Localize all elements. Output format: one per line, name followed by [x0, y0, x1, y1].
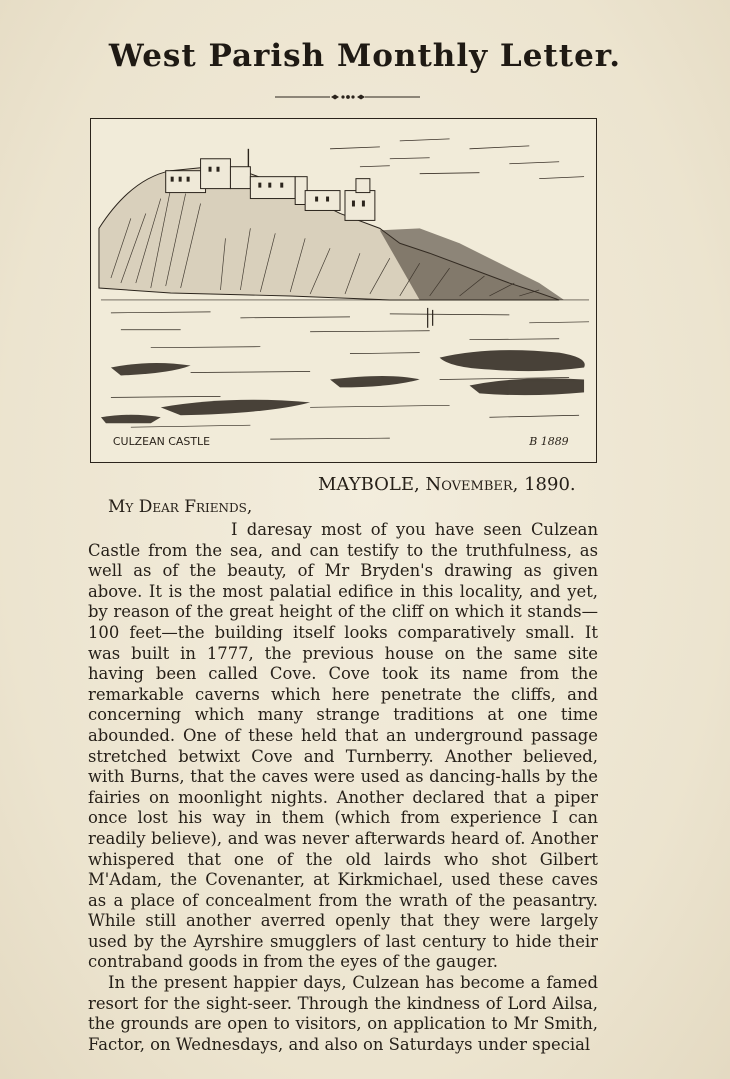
artist-signature: B 1889 — [529, 435, 569, 449]
dateline-year: 1890. — [524, 474, 576, 495]
ornamental-rule — [275, 94, 420, 100]
page-title: West Parish Monthly Letter. — [108, 38, 622, 74]
dateline-month: November, — [425, 474, 519, 495]
paragraph-1: I daresay most of you have seen Culzean Castle from the sea, and can testify to the truthfulness, as well as of the beauty, of Mr Bryden's drawing as given above. It is the most palatial edifice in this locality, and yet, by reason of the great height of the cliff on which it stands—100 feet—the building itself looks comparatively small. It was built in 1777, the previous house on the same site having been called Cove. Cove took its name from the remarkable caverns which here penetrate the cliffs, and concerning which many strange traditions at one time abounded. One of these held that an underground passage stretched betwixt Cove and Turnberry. Another believed, with Burns, that the caves were used as dancing-halls by the fairies on moonlight nights. Another declared that a piper once lost his way in them (which from experience I can readily believe), and was never afterwards heard of. Another whispered that one of the old lairds who shot Gilbert M'Adam, the Covenanter, at Kirkmichael, used these caves as a place of concealment from the wrath of the peasantry. While still another averred openly that they were largely used by the Ayrshire smugglers of last century to hide their contraband goods in from the eyes of the gauger. — [88, 520, 598, 972]
engraving-caption: CULZEAN CASTLE — [112, 435, 211, 449]
dateline-place: MAYBOLE, — [318, 474, 420, 495]
dateline — [318, 474, 576, 495]
salutation: My Dear Friends, — [108, 497, 253, 517]
paragraph-2: In the present happier days, Culzean has become a famed resort for the sight-seer. Through the kindness of Lord Ailsa, the grounds are open to visitors, on application to Mr Smith, Factor, on Wednesdays, and also on Saturdays under special — [88, 973, 598, 1054]
castle-illustration — [91, 119, 596, 462]
letter-body — [88, 520, 598, 1055]
castle-engraving — [90, 118, 597, 463]
